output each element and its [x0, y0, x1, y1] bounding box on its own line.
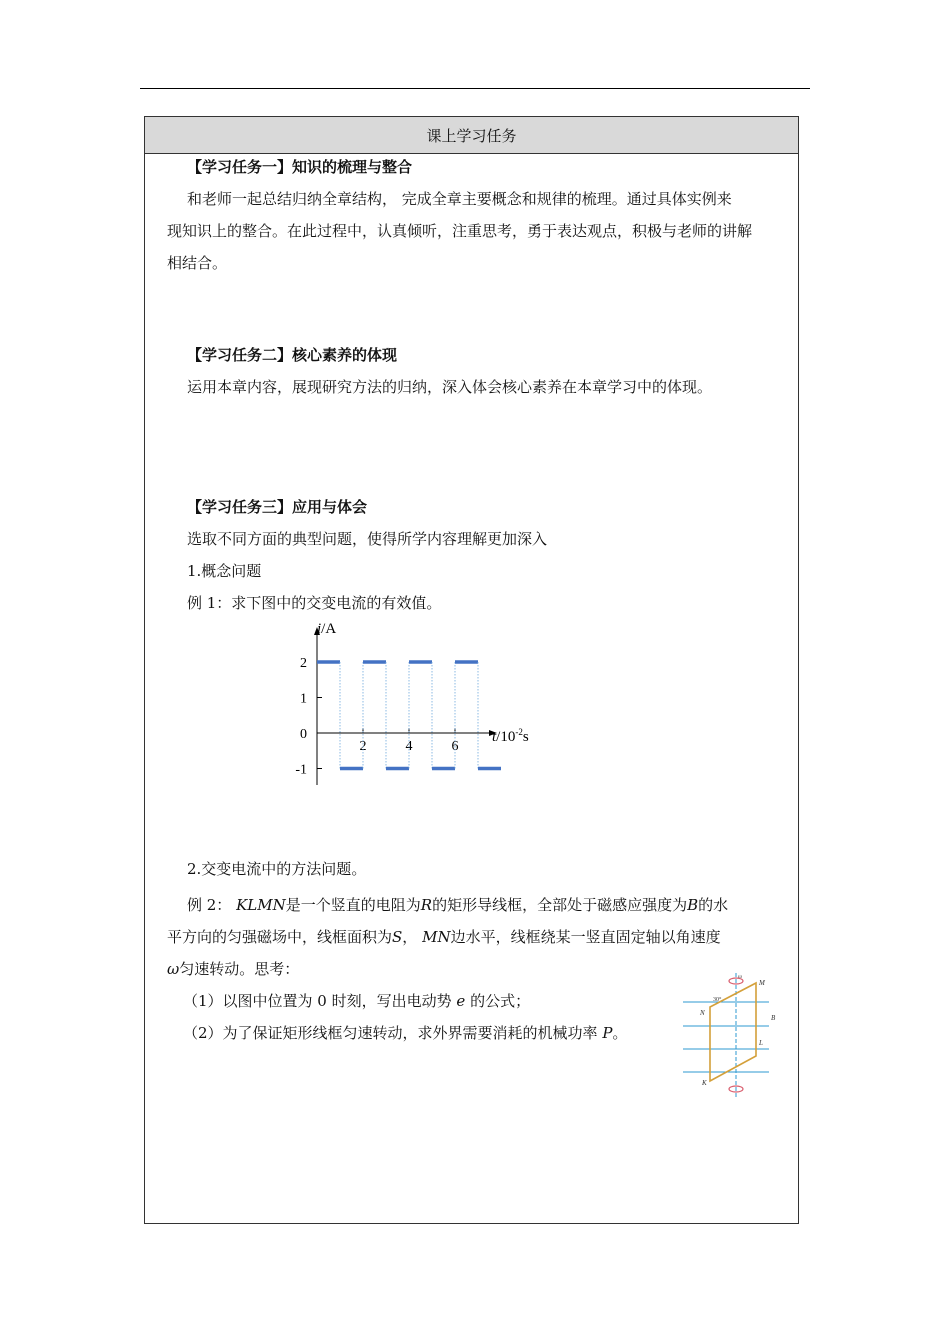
chart-xlabel — [492, 727, 529, 745]
var-b: B — [687, 896, 699, 914]
xlabel-unit: /10 — [496, 729, 516, 745]
var-e: e — [456, 992, 466, 1010]
chart-ylabel — [317, 621, 336, 637]
q1-text-a: （1）以图中位置为 0 时刻，写出电动势 — [183, 992, 452, 1010]
ylabel-var: i — [317, 621, 322, 637]
label-l: L — [759, 1039, 763, 1047]
table-header-title: 课上学习任务 — [426, 126, 517, 145]
y-tick-label: 1 — [300, 691, 307, 707]
example2-text-2b: ， — [402, 928, 418, 946]
task3-example1: 例 1：求下图中的交变电流的有效值。 — [187, 594, 442, 612]
task3-title: 【学习任务三】应用与体会 — [187, 498, 368, 516]
x-tick-label: 2 — [359, 739, 367, 754]
example2-line2 — [167, 927, 721, 947]
current-waveform-chart — [285, 615, 545, 785]
example2-text-1c: 的矩形导线框，全部处于磁感应强度为 — [432, 896, 688, 914]
example2-text-2c: 边水平，线框绕某一竖直固定轴以角速度 — [450, 928, 721, 946]
task2-title: 【学习任务二】核心素养的体现 — [187, 346, 398, 364]
page-top-rule — [140, 88, 810, 89]
task3-section1: 1.概念问题 — [187, 562, 262, 580]
example2-text-1b: 是一个竖直的电阻为 — [285, 896, 421, 914]
var-omega: ω — [167, 960, 180, 978]
example2-label: 例 2： — [187, 896, 232, 914]
task3-intro: 选取不同方面的典型问题，使得所学内容理解更加深入 — [187, 530, 548, 548]
q2-text-a: （2）为了保证矩形线框匀速转动，求外界需要消耗的机械功率 — [183, 1024, 598, 1042]
y-tick-label: 0 — [300, 727, 307, 742]
label-m: M — [759, 979, 765, 987]
example2-text-1d: 的水 — [698, 896, 729, 914]
task1-line2: 现知识上的整合。在此过程中，认真倾听，注重思考，勇于表达观点，积极与老师的讲解 — [167, 222, 753, 240]
label-n: N — [700, 1009, 705, 1017]
rotating-coil-figure — [681, 969, 781, 1099]
label-angle: 30° — [713, 997, 722, 1003]
q2-text-b: 。 — [612, 1024, 628, 1042]
label-omega: ω — [738, 974, 742, 980]
example2-text-3: 匀速转动。思考： — [179, 960, 300, 978]
y-tick-label: 2 — [300, 656, 307, 671]
label-k: K — [702, 1079, 707, 1087]
example2-text-2a: 平方向的匀强磁场中，线框面积为 — [167, 928, 393, 946]
task1-title: 【学习任务一】知识的梳理与整合 — [187, 158, 413, 176]
var-klmn: KLMN — [236, 896, 286, 914]
var-p: P — [602, 1024, 613, 1042]
var-mn: MN — [422, 928, 451, 946]
example2-question1 — [183, 991, 530, 1011]
q1-text-b: 的公式； — [470, 992, 531, 1010]
label-b: B — [771, 1014, 776, 1022]
xlabel-exp: -2 — [515, 727, 523, 737]
x-tick-label: 6 — [451, 739, 459, 754]
task1-line1: 和老师一起总结归纳全章结构， 完成全章主要概念和规律的梳理。通过具体实例来 — [187, 190, 732, 208]
ylabel-unit: /A — [321, 621, 337, 637]
task3-section2: 2.交变电流中的方法问题。 — [187, 860, 367, 878]
example2-line3 — [167, 959, 299, 979]
xlabel-suffix: s — [522, 729, 529, 745]
x-tick-label: 4 — [405, 739, 413, 754]
example2-question2 — [183, 1023, 627, 1043]
task-table — [144, 116, 799, 1224]
example2-line1 — [187, 895, 728, 915]
y-tick-label: -1 — [295, 762, 307, 778]
task1-line3: 相结合。 — [167, 254, 228, 272]
table-header — [145, 117, 798, 154]
xlabel-var: t — [492, 729, 497, 745]
var-r: R — [420, 896, 433, 914]
var-s: S — [392, 928, 403, 946]
task2-body: 运用本章内容，展现研究方法的归纳，深入体会核心素养在本章学习中的体现。 — [187, 378, 713, 396]
